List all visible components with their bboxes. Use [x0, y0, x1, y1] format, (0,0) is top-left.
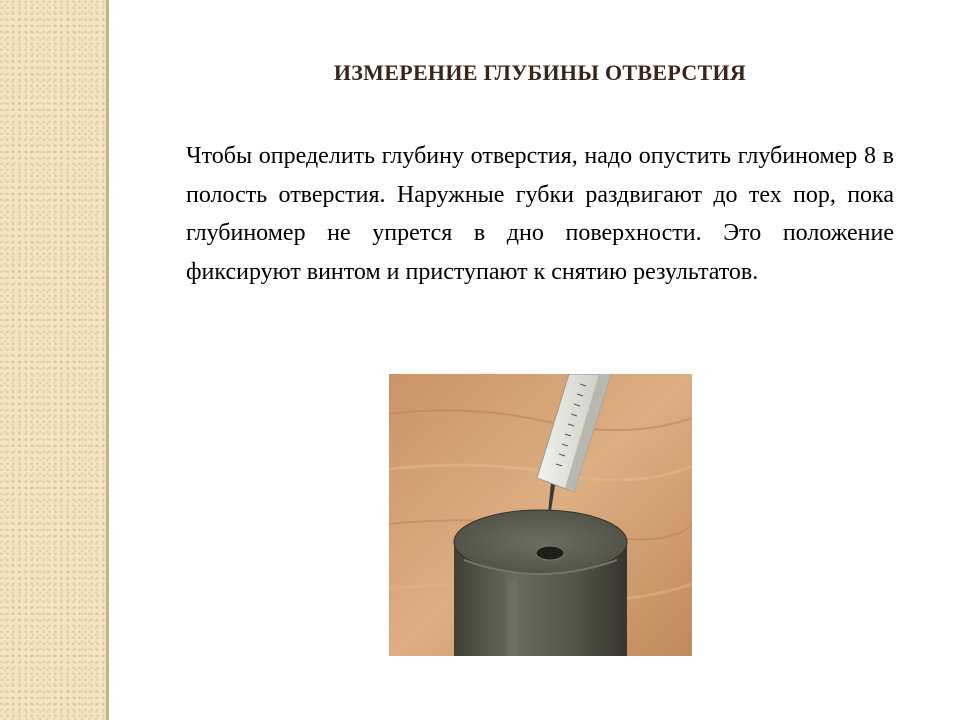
photo-illustration: [389, 374, 692, 656]
caliper-depth-measurement-photo: [389, 374, 692, 656]
slide-title: ИЗМЕРЕНИЕ ГЛУБИНЫ ОТВЕРСТИЯ: [333, 60, 747, 85]
decorative-side-line: [106, 0, 109, 720]
slide-body-text: Чтобы определить глубину отверстия, надо опустить глубиномер 8 в полость отверстия. Наружные губки раздвигают до тех пор, пока глубиномер не упрется в дно поверхности. Это положение фиксируют винтом и приступают к снятию результатов.: [186, 143, 894, 285]
cylinder-side-highlight: [507, 579, 517, 656]
decorative-side-band: [0, 0, 106, 720]
